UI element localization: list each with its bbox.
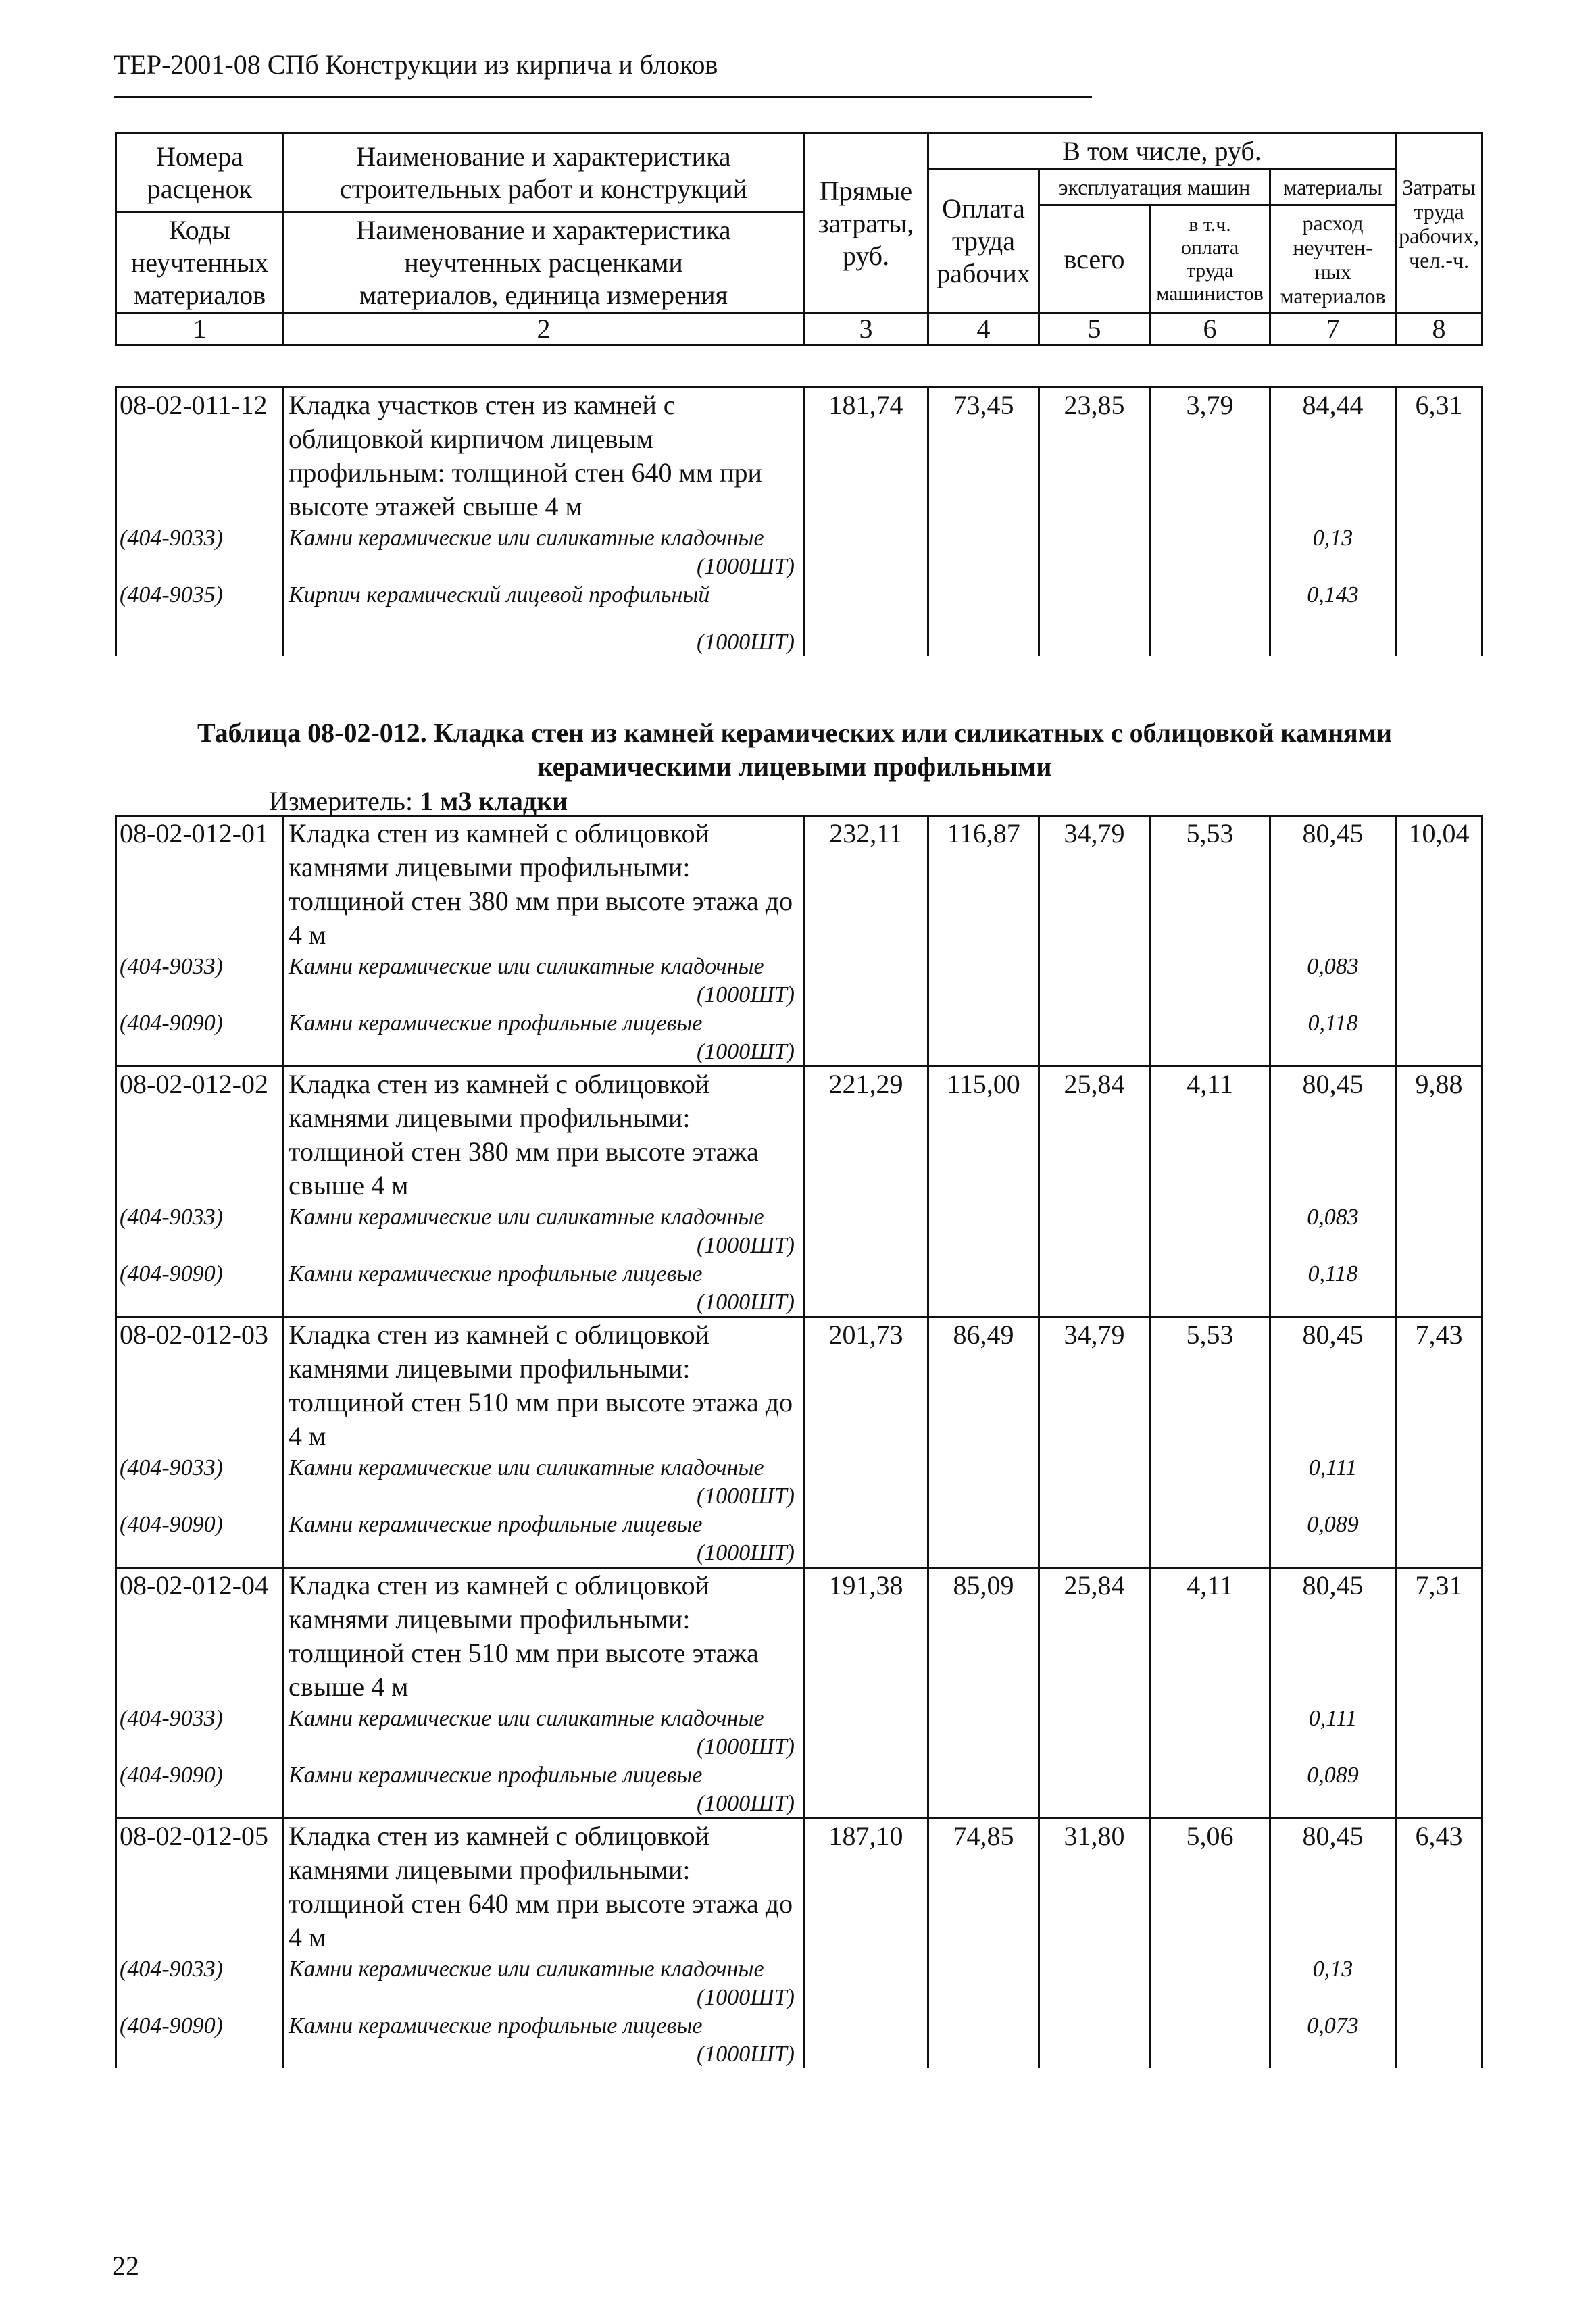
labor-hours: 6,31 bbox=[1396, 388, 1482, 524]
material-code: (404-9090) bbox=[116, 1761, 284, 1819]
empty-cell bbox=[804, 1761, 928, 1819]
material-name bbox=[284, 1761, 804, 1819]
material-name-text: Камни керамические профильные лицевые bbox=[289, 2013, 703, 2038]
col8-header-line: чел.-ч. bbox=[1409, 247, 1470, 272]
material-name-text: Камни керамические или силикатные кладочные bbox=[289, 1455, 764, 1480]
material-name-text: Камни керамические или силикатные кладочные bbox=[289, 954, 764, 979]
materials-cost: 84,44 bbox=[1270, 388, 1396, 524]
material-row bbox=[116, 1955, 1482, 2011]
machinist-wages: 3,79 bbox=[1150, 388, 1270, 524]
empty-cell bbox=[1039, 2011, 1150, 2068]
empty-cell bbox=[1150, 1259, 1270, 1317]
col7-header-line: ных bbox=[1314, 259, 1351, 284]
material-unit: (1000ШТ) bbox=[696, 1484, 795, 1509]
empty-cell bbox=[1396, 1761, 1482, 1819]
direct-cost: 187,10 bbox=[804, 1819, 928, 1955]
measure-value: 1 м3 кладки bbox=[420, 786, 568, 816]
empty-cell bbox=[1396, 1453, 1482, 1510]
material-name bbox=[284, 952, 804, 1009]
material-unit: (1000ШТ) bbox=[696, 1985, 795, 2010]
column-number: 3 bbox=[804, 313, 928, 345]
material-code: (404-9033) bbox=[116, 1955, 284, 2011]
material-code: (404-9033) bbox=[116, 1704, 284, 1761]
material-code: (404-9033) bbox=[116, 1453, 284, 1510]
empty-cell bbox=[804, 1955, 928, 2011]
material-name-text: Камни керамические профильные лицевые bbox=[289, 1011, 703, 1036]
empty-cell bbox=[928, 1510, 1039, 1568]
material-name-text: Камни керамические профильные лицевые bbox=[289, 1763, 703, 1788]
empty-cell bbox=[1039, 1259, 1150, 1317]
empty-cell bbox=[928, 1009, 1039, 1067]
rate-code: 08-02-012-04 bbox=[116, 1568, 284, 1705]
empty-cell bbox=[928, 2011, 1039, 2068]
material-row bbox=[116, 1510, 1482, 1568]
col3-header-line: затраты, bbox=[818, 207, 914, 238]
col1-header-line: материалов bbox=[133, 279, 266, 310]
col4-header-line: труда bbox=[951, 225, 1016, 256]
labor-hours: 9,88 bbox=[1396, 1067, 1482, 1203]
materials-cost: 80,45 bbox=[1270, 1819, 1396, 1955]
material-name bbox=[284, 2011, 804, 2068]
material-code: (404-9035) bbox=[116, 580, 284, 656]
table-row bbox=[116, 388, 1482, 524]
material-unit: (1000ШТ) bbox=[696, 1791, 795, 1816]
worker-wages: 85,09 bbox=[928, 1568, 1039, 1705]
material-quantity: 0,073 bbox=[1270, 2011, 1396, 2068]
labor-hours: 6,43 bbox=[1396, 1819, 1482, 1955]
material-code: (404-9090) bbox=[116, 1009, 284, 1067]
material-quantity: 0,143 bbox=[1270, 580, 1396, 656]
material-unit: (1000ШТ) bbox=[696, 630, 795, 655]
col7-header-line: расход bbox=[1302, 210, 1364, 235]
col6-header bbox=[1150, 205, 1270, 313]
column-number: 4 bbox=[928, 313, 1039, 345]
col6-header-line: оплата bbox=[1180, 236, 1239, 259]
empty-cell bbox=[928, 1259, 1039, 1317]
material-quantity: 0,089 bbox=[1270, 1761, 1396, 1819]
machinist-wages: 5,53 bbox=[1150, 816, 1270, 953]
empty-cell bbox=[1396, 1009, 1482, 1067]
col7-header bbox=[1270, 205, 1396, 313]
material-code: (404-9090) bbox=[116, 2011, 284, 2068]
table-row bbox=[116, 1067, 1482, 1203]
col4-header-line: рабочих bbox=[937, 257, 1030, 288]
material-unit: (1000ШТ) bbox=[696, 982, 795, 1007]
col1-header-line: неучтенных bbox=[130, 247, 269, 278]
material-name bbox=[284, 1203, 804, 1259]
empty-cell bbox=[804, 1704, 928, 1761]
direct-cost: 201,73 bbox=[804, 1317, 928, 1454]
empty-cell bbox=[1039, 952, 1150, 1009]
empty-cell bbox=[1039, 1009, 1150, 1067]
direct-cost: 232,11 bbox=[804, 816, 928, 953]
empty-cell bbox=[1150, 1453, 1270, 1510]
material-unit: (1000ШТ) bbox=[696, 1233, 795, 1258]
empty-cell bbox=[1150, 1009, 1270, 1067]
material-unit: (1000ШТ) bbox=[696, 1540, 795, 1565]
material-quantity: 0,083 bbox=[1270, 1203, 1396, 1259]
table-row bbox=[116, 1819, 1482, 1955]
empty-cell bbox=[1150, 1704, 1270, 1761]
material-row bbox=[116, 952, 1482, 1009]
column-number: 1 bbox=[116, 313, 284, 345]
empty-cell bbox=[1039, 1955, 1150, 2011]
column-number: 5 bbox=[1039, 313, 1150, 345]
empty-cell bbox=[1396, 952, 1482, 1009]
col7-header-line: материалов bbox=[1280, 283, 1386, 308]
material-name-text: Камни керамические или силикатные кладочные bbox=[289, 1205, 764, 1230]
material-name bbox=[284, 1510, 804, 1568]
column-header-table bbox=[115, 132, 1483, 346]
col4-header-line: Оплата bbox=[942, 193, 1025, 224]
worker-wages: 73,45 bbox=[928, 388, 1039, 524]
page-number: 22 bbox=[112, 2250, 139, 2281]
empty-cell bbox=[928, 1704, 1039, 1761]
empty-cell bbox=[1396, 1259, 1482, 1317]
material-unit: (1000ШТ) bbox=[696, 1039, 795, 1064]
empty-cell bbox=[1039, 1203, 1150, 1259]
empty-cell bbox=[1396, 1510, 1482, 1568]
material-name bbox=[284, 1955, 804, 2011]
material-name bbox=[284, 1453, 804, 1510]
material-name bbox=[284, 1259, 804, 1317]
empty-cell bbox=[1150, 952, 1270, 1009]
material-name bbox=[284, 1704, 804, 1761]
material-name-text: Камни керамические или силикатные кладочные bbox=[289, 526, 764, 551]
machines-total: 31,80 bbox=[1039, 1819, 1150, 1955]
empty-cell bbox=[1396, 2011, 1482, 2068]
labor-hours: 7,43 bbox=[1396, 1317, 1482, 1454]
materials-cost: 80,45 bbox=[1270, 816, 1396, 953]
col8-header-line: труда bbox=[1414, 199, 1464, 224]
machinist-wages: 4,11 bbox=[1150, 1067, 1270, 1203]
worker-wages: 116,87 bbox=[928, 816, 1039, 953]
col2-header-line: строительных работ и конструкций bbox=[340, 173, 747, 204]
machines-total: 25,84 bbox=[1039, 1568, 1150, 1705]
col1-header-line: расценок bbox=[147, 173, 253, 204]
material-row bbox=[116, 1761, 1482, 1819]
material-name-text: Камни керамические профильные лицевые bbox=[289, 1261, 703, 1286]
col3-header bbox=[804, 134, 928, 313]
material-row bbox=[116, 1259, 1482, 1317]
col1-header-top bbox=[116, 134, 284, 212]
empty-cell bbox=[1150, 1203, 1270, 1259]
column-number: 8 bbox=[1396, 313, 1482, 345]
col8-header bbox=[1396, 134, 1482, 313]
empty-cell bbox=[1039, 1453, 1150, 1510]
empty-cell bbox=[1396, 1955, 1482, 2011]
material-name-text: Камни керамические или силикатные кладочные bbox=[289, 1706, 764, 1731]
material-name bbox=[284, 580, 804, 656]
machines-total: 25,84 bbox=[1039, 1067, 1150, 1203]
materials-cost: 80,45 bbox=[1270, 1067, 1396, 1203]
rate-description: Кладка стен из камней с облицовкой камнями лицевыми профильными: толщиной стен 380 мм при высоте этажа свыше 4 м bbox=[284, 1067, 804, 1203]
col8-header-line: Затраты bbox=[1402, 174, 1476, 199]
material-row bbox=[116, 1453, 1482, 1510]
table-title bbox=[119, 716, 1470, 784]
material-name bbox=[284, 1009, 804, 1067]
material-unit: (1000ШТ) bbox=[696, 554, 795, 579]
empty-cell bbox=[928, 952, 1039, 1009]
material-code: (404-9033) bbox=[116, 524, 284, 580]
direct-cost: 191,38 bbox=[804, 1568, 928, 1705]
material-quantity: 0,089 bbox=[1270, 1510, 1396, 1568]
col6-header-line: труда bbox=[1186, 259, 1234, 282]
column-number: 7 bbox=[1270, 313, 1396, 345]
material-row bbox=[116, 580, 1482, 656]
rate-description: Кладка стен из камней с облицовкой камнями лицевыми профильными: толщиной стен 510 мм при высоте этажа до 4 м bbox=[284, 1317, 804, 1454]
table-row bbox=[116, 1317, 1482, 1454]
rate-code: 08-02-012-01 bbox=[116, 816, 284, 953]
machines-total: 23,85 bbox=[1039, 388, 1150, 524]
empty-cell bbox=[804, 1259, 928, 1317]
rate-description: Кладка стен из камней с облицовкой камнями лицевыми профильными: толщиной стен 510 мм при высоте этажа свыше 4 м bbox=[284, 1568, 804, 1705]
rate-code: 08-02-012-05 bbox=[116, 1819, 284, 1955]
rates-table bbox=[115, 815, 1483, 2068]
worker-wages: 86,49 bbox=[928, 1317, 1039, 1454]
col7-header-line: неучтен- bbox=[1293, 234, 1373, 259]
measure-label: Измеритель: bbox=[269, 786, 414, 816]
material-name-text: Камни керамические профильные лицевые bbox=[289, 1512, 703, 1537]
rate-description: Кладка стен из камней с облицовкой камнями лицевыми профильными: толщиной стен 640 мм при высоте этажа до 4 м bbox=[284, 1819, 804, 1955]
empty-cell bbox=[804, 952, 928, 1009]
col3-header-line: руб. bbox=[842, 240, 890, 271]
machinist-wages: 5,53 bbox=[1150, 1317, 1270, 1454]
direct-cost: 181,74 bbox=[804, 388, 928, 524]
rate-description: Кладка стен из камней с облицовкой камнями лицевыми профильными: толщиной стен 380 мм при высоте этажа до 4 м bbox=[284, 816, 804, 953]
table-title-line: керамическими лицевыми профильными bbox=[537, 751, 1052, 782]
column-number: 6 bbox=[1150, 313, 1270, 345]
machinist-wages: 4,11 bbox=[1150, 1568, 1270, 1705]
empty-cell bbox=[1150, 1761, 1270, 1819]
material-row bbox=[116, 524, 1482, 580]
material-code: (404-9033) bbox=[116, 952, 284, 1009]
empty-cell bbox=[928, 1761, 1039, 1819]
material-name bbox=[284, 524, 804, 580]
material-name-text: Камни керамические или силикатные кладочные bbox=[289, 1957, 764, 1982]
labor-hours: 7,31 bbox=[1396, 1568, 1482, 1705]
col1-header-line: Номера bbox=[156, 141, 243, 172]
empty-cell bbox=[1150, 1955, 1270, 2011]
running-header: ТЕР-2001-08 СПб Конструкции из кирпича и блоков bbox=[114, 49, 718, 80]
column-number: 2 bbox=[284, 313, 804, 345]
material-row bbox=[116, 2011, 1482, 2068]
empty-cell bbox=[804, 1453, 928, 1510]
empty-cell bbox=[928, 1955, 1039, 2011]
col2-header-bottom bbox=[284, 212, 804, 313]
table-title-line: Таблица 08-02-012. Кладка стен из камней керамических или силикатных с облицовкой камнями bbox=[197, 718, 1393, 748]
materials-cost: 80,45 bbox=[1270, 1317, 1396, 1454]
material-quantity: 0,13 bbox=[1270, 524, 1396, 580]
material-row bbox=[116, 1009, 1482, 1067]
empty-cell bbox=[1150, 1510, 1270, 1568]
empty-cell bbox=[1396, 1203, 1482, 1259]
material-name-text: Кирпич керамический лицевой профильный bbox=[289, 582, 710, 607]
labor-hours: 10,04 bbox=[1396, 816, 1482, 953]
table-row bbox=[116, 1568, 1482, 1705]
material-unit: (1000ШТ) bbox=[696, 2042, 795, 2067]
material-row bbox=[116, 1704, 1482, 1761]
table-row bbox=[116, 816, 1482, 953]
col6-header-line: машинистов bbox=[1156, 282, 1264, 305]
material-unit: (1000ШТ) bbox=[696, 1290, 795, 1315]
col1-header-line: Коды bbox=[169, 214, 230, 245]
empty-cell bbox=[1396, 1704, 1482, 1761]
material-quantity: 0,13 bbox=[1270, 1955, 1396, 2011]
material-quantity: 0,111 bbox=[1270, 1704, 1396, 1761]
material-quantity: 0,111 bbox=[1270, 1453, 1396, 1510]
empty-cell bbox=[1039, 1510, 1150, 1568]
measure-unit bbox=[269, 785, 568, 817]
machines-header: эксплуатация машин bbox=[1039, 169, 1270, 205]
group-header: В том числе, руб. bbox=[928, 134, 1396, 169]
worker-wages: 115,00 bbox=[928, 1067, 1039, 1203]
continued-entry-table bbox=[115, 386, 1483, 656]
material-quantity: 0,118 bbox=[1270, 1259, 1396, 1317]
material-code: (404-9033) bbox=[116, 1203, 284, 1259]
col2-header-top bbox=[284, 134, 804, 212]
empty-cell bbox=[1150, 2011, 1270, 2068]
material-quantity: 0,118 bbox=[1270, 1009, 1396, 1067]
empty-cell bbox=[1039, 1704, 1150, 1761]
material-code: (404-9090) bbox=[116, 1510, 284, 1568]
material-row bbox=[116, 1203, 1482, 1259]
material-quantity: 0,083 bbox=[1270, 952, 1396, 1009]
material-code: (404-9090) bbox=[116, 1259, 284, 1317]
machines-total: 34,79 bbox=[1039, 1317, 1150, 1454]
rate-code: 08-02-012-02 bbox=[116, 1067, 284, 1203]
col5-header: всего bbox=[1039, 205, 1150, 313]
material-unit: (1000ШТ) bbox=[696, 1734, 795, 1759]
rate-code: 08-02-012-03 bbox=[116, 1317, 284, 1454]
col2-header-line: Наименование и характеристика bbox=[356, 214, 731, 245]
empty-cell bbox=[928, 1453, 1039, 1510]
col4-header bbox=[928, 169, 1039, 313]
col1-header-bottom bbox=[116, 212, 284, 313]
rate-description: Кладка участков стен из камней с облицовкой кирпичом лицевым профильным: толщиной стен 640 мм при высоте этажей свыше 4 м bbox=[284, 388, 804, 524]
col2-header-line: Наименование и характеристика bbox=[356, 141, 731, 172]
empty-cell bbox=[804, 1009, 928, 1067]
empty-cell bbox=[804, 1510, 928, 1568]
empty-cell bbox=[804, 2011, 928, 2068]
col6-header-line: в т.ч. bbox=[1189, 213, 1231, 236]
col3-header-line: Прямые bbox=[819, 175, 913, 206]
col8-header-line: рабочих, bbox=[1399, 223, 1479, 248]
machines-total: 34,79 bbox=[1039, 816, 1150, 953]
direct-cost: 221,29 bbox=[804, 1067, 928, 1203]
worker-wages: 74,85 bbox=[928, 1819, 1039, 1955]
materials-header: материалы bbox=[1270, 169, 1396, 205]
col2-header-line: материалов, единица измерения bbox=[359, 279, 728, 310]
col2-header-line: неучтенных расценками bbox=[404, 247, 683, 278]
rate-code: 08-02-011-12 bbox=[116, 388, 284, 524]
empty-cell bbox=[1039, 1761, 1150, 1819]
empty-cell bbox=[804, 1203, 928, 1259]
header-rule bbox=[114, 96, 1092, 98]
empty-cell bbox=[928, 1203, 1039, 1259]
materials-cost: 80,45 bbox=[1270, 1568, 1396, 1705]
machinist-wages: 5,06 bbox=[1150, 1819, 1270, 1955]
